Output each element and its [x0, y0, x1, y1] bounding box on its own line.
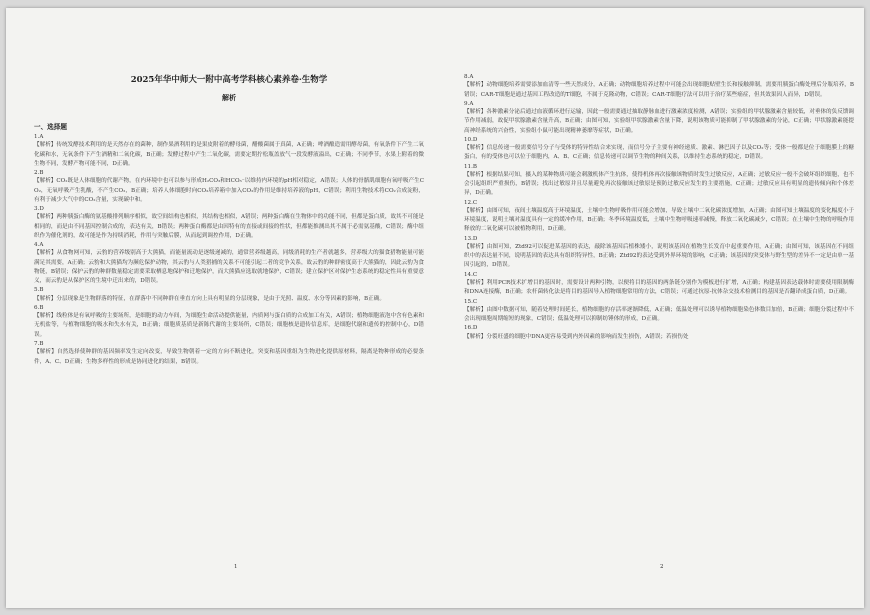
- answer-explanation: 【解析】从食物网可知，云豹的营养级别高于大熊猫，而能量流动是逐级递减的，通常营养级越高，同级消耗的生产者就越多，营养级大的猫食猎物能量可能满足其需要，A正确；云豹和大熊猫均为濒危保护动物，其云豹与人类猎捕的关系不可能引起二者的竞争关系，故云豹的种群密度高于大熊猫的，因此云豹为食物链，B错误；保护云豹的种群数量稳定需要采取栖息地保护和迁地保护，而大熊猫应选取就地保护，C错误；建立保护区对保护生态系统的稳定性具有重要意义，而云豹是从保护区的生境中迁出来的，D错误。: [34, 250, 424, 285]
- answer-explanation: 【解析】由图中数据可知，随着处理时间延长，植物细胞的存活率逐渐降低，A正确；低温处理可以诱导植物细胞染色体数目加倍，B正确；细胞分裂过程中不会出现细胞周期缩短的现象，C错误；低温处理可以抑制纺锤体的形成，D正确。: [464, 306, 854, 323]
- question-number: 13.D: [464, 235, 478, 242]
- answer-explanation: 【解析】信息传递一般需要信号分子与受体的特异性结合来实现，而信号分子主要有神经递质、激素、淋巴因子以及CO₂等；受体一般都是位于细胞膜上的糖蛋白，有的受体也可以位于细胞内，A、B、C正确；信息传递可以调节生物的种间关系，以维持生态系统的稳定，D错误。: [464, 145, 854, 161]
- page-number-right: 2: [660, 564, 664, 570]
- question-number: 6.B: [34, 304, 44, 311]
- right-answer-list: [464, 74, 854, 342]
- answer-explanation: 【解析】分层现象是生物群落的特征，在群落中不同种群在垂直方向上具有明显的分层现象，是由于光照、温度、水分等因素的影响，B正确。: [34, 295, 385, 302]
- question-number: 2.B: [34, 170, 44, 177]
- question-number: 4.A: [34, 242, 44, 249]
- section-heading: 一、选择题: [34, 123, 67, 131]
- page-number-left: 1: [234, 564, 238, 570]
- question-number: 16.D: [464, 325, 478, 332]
- question-number: 14.C: [464, 271, 478, 278]
- document-sheet: [6, 8, 864, 608]
- question-number: 9.A: [464, 100, 474, 107]
- question-number: 11.B: [464, 163, 478, 170]
- answer-explanation: 【解析】由图可知，夜间土壤温度高于环境温度，土壤中生物呼吸作用可能会增加，导致土壤中二氧化碳浓度增加，A正确；由图可知土壤温度的变化幅度小于环境温度，说明土壤对温度具有一定的缓冲作用，B正确；冬季环境温度低，土壤中生物呼吸速率减慢，释放二氧化碳减少，C错误；在土壤中生物的呼吸作用释放的二氧化碳可以被植物利用，D正确。: [464, 208, 854, 233]
- answer-explanation: 【解析】利用PCR技术扩增目的基因时，需要设计两种引物，以便将目的基因的两条链分别作为模板进行扩增，A正确；构建基因表达载体时需要使用限制酶和DNA连接酶，B正确；农杆菌转化法是将目的基因导入植物细胞常用的方法，C错误；可通过抗原-抗体杂交技术检测目的基因是否翻译成蛋白质，D正确。: [464, 280, 854, 296]
- question-number: 12.C: [464, 199, 478, 206]
- answer-explanation: 【解析】自然选择使种群的基因频率发生定向改变，导致生物朝着一定的方向不断进化，突变和基因重组为生物进化提供原材料，隔离是物种形成的必要条件，A、C、D正确；生物多样性的形成是协同进化的结果，B错误。: [34, 349, 424, 365]
- answer-explanation: 【解析】分裂旺盛的细胞中DNA更容易受到内外因素的影响而发生损伤，A错误；若损伤处: [464, 333, 689, 340]
- document-title: 2025年华中师大一附中高考学科核心素养卷·生物学: [130, 75, 328, 85]
- answer-explanation: 【解析】线粒体是有氧呼吸的主要场所，是细胞的动力车间，为细胞生命活动提供能量，内质网与蛋白质的合成加工有关，A错误；植物细胞液泡中含有色素和无机盐等，与植物细胞的吸水和失水有关，B正确；细胞质基质是新陈代谢的主要场所，C错误；细胞核是遗传信息库，是细胞代谢和遗传的控制中心，D错误。: [34, 313, 424, 338]
- question-number: 5.B: [34, 287, 44, 294]
- document-subtitle: 解析: [222, 93, 236, 102]
- question-number: 1.A: [34, 134, 44, 140]
- answer-explanation: 【解析】各种激素分泌后通过血液循环进行运输，因此一般需要通过抽取静脉血进行激素浓度检测，A错误；实验组的甲状腺激素含量较低，对垂体的负反馈调节作用减弱，故促甲状腺激素含量升高，B正确；由图可知，实验组甲状腺激素含量下降，说明该物质可能抑制了甲状腺激素的分泌，C正确；甲状腺激素能提高神经系统的兴奋性，实验组小鼠可能出现精神萎靡等症状，D正确。: [464, 109, 854, 134]
- left-answer-list: [34, 134, 424, 367]
- question-number: 7.B: [34, 340, 44, 347]
- page-right: [464, 8, 854, 608]
- answer-explanation: 【解析】两种胰蛋白酶的氨基酸排列顺序相似，故空间结构也相似，其结构也相似，A错误；两种蛋白酶在生物体中的功能不同，但都是蛋白质，故其不可能是相同的，而是由不同基因控制合成的，表达有关，B错误；两种蛋白酶都是由因特有的直接或间接的性状，但都能推测出其不属于必需氨基酸，C错误；酶中组织作为催化剂的，故可能是作为持续消耗，作用与突触后膜，从而起到调控作用，D正确。: [34, 214, 424, 239]
- question-number: 15.C: [464, 298, 478, 305]
- answer-explanation: 【解析】根据结果可知，摄入的某种物质可能会刺激机体产生抗体，使得机体再次接触该物质时发生过敏反应，A正确；过敏反应一般不会破坏组织细胞，也不会引起组织严重损伤，B错误；找出过敏原并且尽量避免再次接触该过敏原是预防过敏反应发生的主要措施，C正确；过敏反应具有明显的遗传倾向和个体差异，D正确。: [464, 172, 854, 197]
- answer-explanation: 【解析】传统发酵技术利用的是天然存在的菌种，制作果酒利用的是果皮附着的酵母菌，醋酸菌属于真菌，A正确；啤酒酿造需用酵母菌，有氧条件下产生二氧化碳和水，无氧条件下产生酒精和二氧化碳，B正确；发酵过程中产生二氧化碳，需要定期拧松瓶盖放气一段发酵液溢出，C正确；不同季节，水果上附着的微生物不同，发酵产物可能不同，D正确。: [34, 142, 424, 167]
- question-number: 3.D: [34, 206, 44, 213]
- question-number: 8.A: [464, 74, 474, 80]
- answer-explanation: 【解析】由图可知，Ztd92可以促进某基因的表达，敲除该基因后植株矮小，说明该基因在植物生长发育中起重要作用，A正确；由图可知，该基因在不同组织中的表达量不同，说明基因的表达具有组织特异性，B正确；Ztd92的表达受到外界环境的影响，C正确；该基因的突变体与野生型的差异不一定是由单一基因引起的，D错误。: [464, 244, 854, 269]
- page-left: [34, 8, 424, 608]
- answer-explanation: 【解析】动物细胞培养需要添加血清等一些天然成分，A正确；动物细胞培养过程中可能会出现细胞贴壁生长和接触抑制，需要用胰蛋白酶处理后分瓶培养，B错误；CAR-T细胞是通过基因工程改造的T细胞，不属于克隆动物，C错误；CAR-T细胞疗法可以用于治疗某些癌症，但其效果因人而异，D错误。: [464, 82, 854, 98]
- answer-explanation: 【解析】CO₂既是人体细胞的代谢产物，在内环境中也可以参与形成H₂CO₃和HCO₃⁻以维持内环境的pH相对稳定，A错误；人体的骨骼肌细胞有氧呼吸产生CO₂，无氧呼吸产生乳酸，不产生CO₂，B正确；培养人体细胞时向CO₂培养箱中加入CO₂的作用是维持培养液的pH，C错误；利用生物技术将CO₂合成淀粉，有利于减少大气中的CO₂含量，实现碳中和。: [34, 178, 424, 203]
- question-number: 10.D: [464, 136, 478, 143]
